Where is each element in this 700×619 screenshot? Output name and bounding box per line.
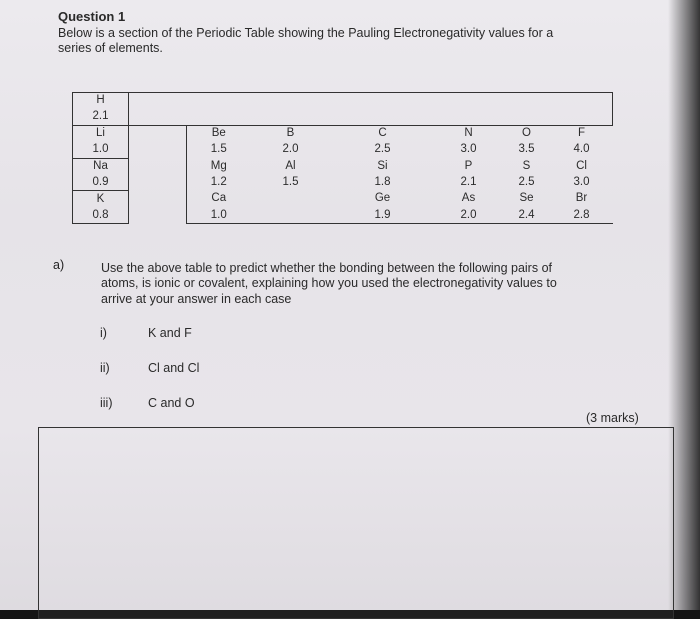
cell-value: 2.1 xyxy=(73,109,129,125)
cell-symbol: Br xyxy=(575,192,588,205)
cell-value: 1.9 xyxy=(331,207,435,223)
cell-symbol: Ca xyxy=(211,192,227,205)
cell-value: 2.0 xyxy=(435,207,503,223)
cell-value xyxy=(251,207,331,223)
cell-value: 3.5 xyxy=(518,143,535,156)
cell-value: 0.9 xyxy=(73,174,129,190)
empty-cell xyxy=(129,93,613,126)
cell-symbol: Ge xyxy=(374,192,391,205)
cell-symbol: Na xyxy=(73,158,129,174)
cell-symbol: B xyxy=(286,127,295,140)
cell-value: 2.0 xyxy=(282,143,299,156)
cell-value: 1.8 xyxy=(374,176,391,189)
intro-text-line-1: Below is a section of the Periodic Table showing the Pauling Electronegativity values for a xyxy=(58,26,554,40)
cell-value: 1.5 xyxy=(210,143,227,156)
cell-symbol: O xyxy=(522,127,531,140)
cell-symbol: S xyxy=(522,159,531,172)
cell-symbol: Si xyxy=(377,159,388,172)
part-number: ii) xyxy=(100,361,110,375)
question-text-line-2: atoms, is ionic or covalent, explaining how you used the electronegativity values to xyxy=(101,276,557,290)
cell-symbol: As xyxy=(461,192,476,205)
cell-value: 4.0 xyxy=(573,143,590,156)
cell-symbol: H xyxy=(73,93,129,109)
question-title: Question 1 xyxy=(58,9,126,24)
cell-symbol: N xyxy=(464,127,473,140)
periodic-table-section xyxy=(72,92,613,224)
cell-symbol: K xyxy=(73,191,129,207)
cell-symbol: Li xyxy=(73,125,129,141)
cell-symbol: Al xyxy=(285,159,296,172)
cell-symbol: Se xyxy=(519,192,534,205)
part-number: i) xyxy=(100,326,107,340)
cell-symbol: F xyxy=(577,127,586,140)
cell-value: 1.0 xyxy=(187,207,251,223)
intro-text-line-2: series of elements. xyxy=(58,41,163,55)
cell-symbol: Be xyxy=(211,127,226,140)
cell-value: 3.0 xyxy=(573,176,590,189)
cell-value: 1.5 xyxy=(282,176,299,189)
part-pair: K and F xyxy=(148,326,192,340)
cell-symbol: P xyxy=(464,159,473,172)
cell-value: 2.4 xyxy=(503,207,551,223)
cell-value: 1.2 xyxy=(210,176,227,189)
cell-symbol: Mg xyxy=(210,159,227,172)
marks-label: (3 marks) xyxy=(586,411,639,425)
question-text-line-3: arrive at your answer in each case xyxy=(101,292,292,306)
cell-value: 3.0 xyxy=(460,143,477,156)
part-pair: C and O xyxy=(148,396,195,410)
cell-value: 2.5 xyxy=(518,176,535,189)
answer-box[interactable] xyxy=(38,427,674,619)
cell-symbol xyxy=(251,191,331,207)
empty-column xyxy=(129,125,187,223)
cell-symbol: C xyxy=(378,127,387,140)
cell-value: 2.1 xyxy=(460,176,477,189)
question-label: a) xyxy=(53,258,65,272)
cell-value: 2.5 xyxy=(374,143,391,156)
question-text-line-1: Use the above table to predict whether the bonding between the following pairs of xyxy=(101,261,552,275)
cell-value: 2.8 xyxy=(551,207,613,223)
part-pair: Cl and Cl xyxy=(148,361,200,375)
cell-value: 1.0 xyxy=(73,142,129,158)
cell-value: 0.8 xyxy=(73,207,129,223)
part-number: iii) xyxy=(100,396,113,410)
cell-symbol: Cl xyxy=(576,159,587,172)
